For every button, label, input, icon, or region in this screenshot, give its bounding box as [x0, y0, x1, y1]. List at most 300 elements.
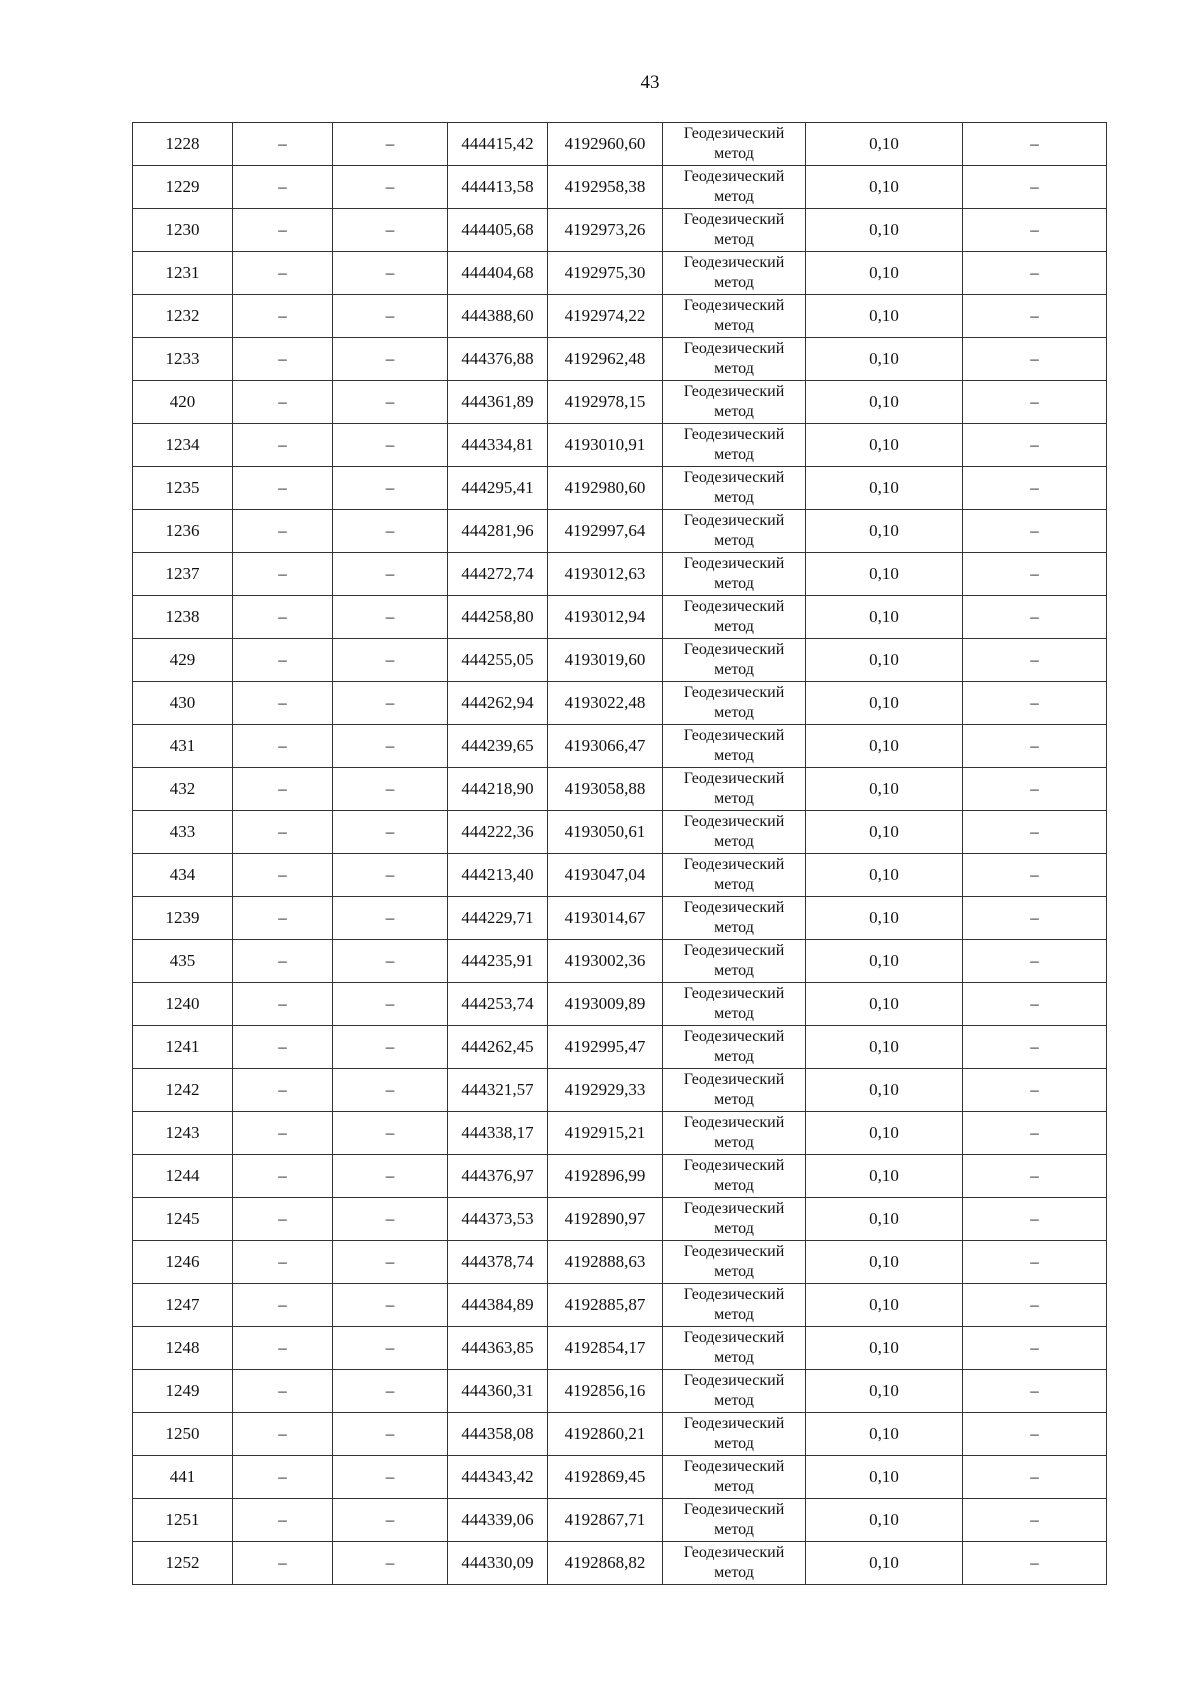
table-row [133, 510, 1107, 553]
y-coordinate-cell: 4193012,63 [548, 553, 663, 596]
accuracy-cell: 0,10 [806, 209, 963, 252]
table-row [133, 725, 1107, 768]
empty-value-cell: – [333, 639, 448, 682]
y-coordinate-cell: 4192885,87 [548, 1284, 663, 1327]
method-cell: Геодезический метод [663, 252, 806, 295]
empty-value-cell: – [333, 1499, 448, 1542]
accuracy-cell: 0,10 [806, 768, 963, 811]
method-cell: Геодезический метод [663, 897, 806, 940]
x-coordinate-cell: 444255,05 [448, 639, 548, 682]
point-number-cell: 1242 [133, 1069, 233, 1112]
point-number-cell: 1248 [133, 1327, 233, 1370]
y-coordinate-cell: 4192888,63 [548, 1241, 663, 1284]
empty-value-cell: – [333, 123, 448, 166]
method-cell: Геодезический метод [663, 295, 806, 338]
empty-value-cell: – [963, 1413, 1107, 1456]
empty-value-cell: – [233, 1069, 333, 1112]
method-cell: Геодезический метод [663, 553, 806, 596]
empty-value-cell: – [963, 811, 1107, 854]
empty-value-cell: – [963, 682, 1107, 725]
x-coordinate-cell: 444413,58 [448, 166, 548, 209]
empty-value-cell: – [233, 467, 333, 510]
table-row [133, 1026, 1107, 1069]
empty-value-cell: – [233, 1026, 333, 1069]
empty-value-cell: – [963, 1112, 1107, 1155]
y-coordinate-cell: 4192896,99 [548, 1155, 663, 1198]
empty-value-cell: – [333, 897, 448, 940]
empty-value-cell: – [963, 1155, 1107, 1198]
point-number-cell: 433 [133, 811, 233, 854]
accuracy-cell: 0,10 [806, 338, 963, 381]
accuracy-cell: 0,10 [806, 1499, 963, 1542]
empty-value-cell: – [963, 1542, 1107, 1585]
method-cell: Геодезический метод [663, 1112, 806, 1155]
empty-value-cell: – [233, 510, 333, 553]
accuracy-cell: 0,10 [806, 1198, 963, 1241]
point-number-cell: 1231 [133, 252, 233, 295]
method-cell: Геодезический метод [663, 682, 806, 725]
empty-value-cell: – [963, 1327, 1107, 1370]
y-coordinate-cell: 4193047,04 [548, 854, 663, 897]
method-cell: Геодезический метод [663, 381, 806, 424]
accuracy-cell: 0,10 [806, 1026, 963, 1069]
empty-value-cell: – [233, 897, 333, 940]
accuracy-cell: 0,10 [806, 854, 963, 897]
x-coordinate-cell: 444378,74 [448, 1241, 548, 1284]
empty-value-cell: – [233, 596, 333, 639]
accuracy-cell: 0,10 [806, 639, 963, 682]
empty-value-cell: – [333, 553, 448, 596]
point-number-cell: 434 [133, 854, 233, 897]
point-number-cell: 1230 [133, 209, 233, 252]
empty-value-cell: – [963, 295, 1107, 338]
empty-value-cell: – [963, 1499, 1107, 1542]
y-coordinate-cell: 4192915,21 [548, 1112, 663, 1155]
method-cell: Геодезический метод [663, 424, 806, 467]
y-coordinate-cell: 4193022,48 [548, 682, 663, 725]
x-coordinate-cell: 444321,57 [448, 1069, 548, 1112]
method-cell: Геодезический метод [663, 1026, 806, 1069]
x-coordinate-cell: 444229,71 [448, 897, 548, 940]
empty-value-cell: – [233, 123, 333, 166]
empty-value-cell: – [963, 338, 1107, 381]
method-cell: Геодезический метод [663, 1069, 806, 1112]
method-cell: Геодезический метод [663, 811, 806, 854]
x-coordinate-cell: 444239,65 [448, 725, 548, 768]
point-number-cell: 1228 [133, 123, 233, 166]
y-coordinate-cell: 4193019,60 [548, 639, 663, 682]
x-coordinate-cell: 444376,88 [448, 338, 548, 381]
x-coordinate-cell: 444330,09 [448, 1542, 548, 1585]
point-number-cell: 1239 [133, 897, 233, 940]
y-coordinate-cell: 4192960,60 [548, 123, 663, 166]
accuracy-cell: 0,10 [806, 596, 963, 639]
empty-value-cell: – [333, 166, 448, 209]
y-coordinate-cell: 4192958,38 [548, 166, 663, 209]
point-number-cell: 435 [133, 940, 233, 983]
empty-value-cell: – [963, 596, 1107, 639]
table-row [133, 682, 1107, 725]
table-row [133, 983, 1107, 1026]
method-cell: Геодезический метод [663, 596, 806, 639]
empty-value-cell: – [333, 596, 448, 639]
accuracy-cell: 0,10 [806, 1155, 963, 1198]
empty-value-cell: – [333, 983, 448, 1026]
y-coordinate-cell: 4192995,47 [548, 1026, 663, 1069]
accuracy-cell: 0,10 [806, 811, 963, 854]
x-coordinate-cell: 444343,42 [448, 1456, 548, 1499]
y-coordinate-cell: 4192860,21 [548, 1413, 663, 1456]
empty-value-cell: – [333, 424, 448, 467]
empty-value-cell: – [233, 1499, 333, 1542]
empty-value-cell: – [233, 553, 333, 596]
y-coordinate-cell: 4192980,60 [548, 467, 663, 510]
y-coordinate-cell: 4192962,48 [548, 338, 663, 381]
empty-value-cell: – [233, 1284, 333, 1327]
method-cell: Геодезический метод [663, 1542, 806, 1585]
x-coordinate-cell: 444222,36 [448, 811, 548, 854]
empty-value-cell: – [233, 1413, 333, 1456]
table-row [133, 1499, 1107, 1542]
empty-value-cell: – [963, 553, 1107, 596]
empty-value-cell: – [963, 252, 1107, 295]
empty-value-cell: – [333, 381, 448, 424]
method-cell: Геодезический метод [663, 1327, 806, 1370]
accuracy-cell: 0,10 [806, 1069, 963, 1112]
y-coordinate-cell: 4193002,36 [548, 940, 663, 983]
point-number-cell: 1229 [133, 166, 233, 209]
empty-value-cell: – [963, 725, 1107, 768]
table-row [133, 768, 1107, 811]
x-coordinate-cell: 444295,41 [448, 467, 548, 510]
y-coordinate-cell: 4192869,45 [548, 1456, 663, 1499]
empty-value-cell: – [333, 295, 448, 338]
table-row [133, 1112, 1107, 1155]
method-cell: Геодезический метод [663, 983, 806, 1026]
point-number-cell: 429 [133, 639, 233, 682]
y-coordinate-cell: 4193014,67 [548, 897, 663, 940]
method-cell: Геодезический метод [663, 510, 806, 553]
x-coordinate-cell: 444262,45 [448, 1026, 548, 1069]
empty-value-cell: – [233, 1198, 333, 1241]
empty-value-cell: – [333, 1284, 448, 1327]
empty-value-cell: – [333, 209, 448, 252]
accuracy-cell: 0,10 [806, 252, 963, 295]
table-row [133, 1542, 1107, 1585]
y-coordinate-cell: 4192868,82 [548, 1542, 663, 1585]
empty-value-cell: – [963, 1198, 1107, 1241]
table-row [133, 381, 1107, 424]
accuracy-cell: 0,10 [806, 1241, 963, 1284]
empty-value-cell: – [333, 467, 448, 510]
accuracy-cell: 0,10 [806, 295, 963, 338]
y-coordinate-cell: 4192890,97 [548, 1198, 663, 1241]
table-row [133, 553, 1107, 596]
method-cell: Геодезический метод [663, 166, 806, 209]
empty-value-cell: – [963, 1370, 1107, 1413]
point-number-cell: 1244 [133, 1155, 233, 1198]
method-cell: Геодезический метод [663, 1456, 806, 1499]
method-cell: Геодезический метод [663, 467, 806, 510]
table-row [133, 424, 1107, 467]
empty-value-cell: – [963, 1456, 1107, 1499]
accuracy-cell: 0,10 [806, 1370, 963, 1413]
empty-value-cell: – [233, 983, 333, 1026]
empty-value-cell: – [333, 1069, 448, 1112]
method-cell: Геодезический метод [663, 209, 806, 252]
empty-value-cell: – [333, 854, 448, 897]
page-number: 43 [640, 72, 660, 93]
empty-value-cell: – [333, 1370, 448, 1413]
table-row [133, 1327, 1107, 1370]
accuracy-cell: 0,10 [806, 1542, 963, 1585]
y-coordinate-cell: 4193010,91 [548, 424, 663, 467]
method-cell: Геодезический метод [663, 639, 806, 682]
point-number-cell: 1235 [133, 467, 233, 510]
method-cell: Геодезический метод [663, 1198, 806, 1241]
y-coordinate-cell: 4192997,64 [548, 510, 663, 553]
table-row [133, 1198, 1107, 1241]
y-coordinate-cell: 4192974,22 [548, 295, 663, 338]
method-cell: Геодезический метод [663, 338, 806, 381]
x-coordinate-cell: 444334,81 [448, 424, 548, 467]
method-cell: Геодезический метод [663, 1413, 806, 1456]
empty-value-cell: – [233, 338, 333, 381]
x-coordinate-cell: 444281,96 [448, 510, 548, 553]
x-coordinate-cell: 444338,17 [448, 1112, 548, 1155]
accuracy-cell: 0,10 [806, 725, 963, 768]
table-row [133, 166, 1107, 209]
empty-value-cell: – [233, 252, 333, 295]
table-row [133, 1456, 1107, 1499]
x-coordinate-cell: 444258,80 [448, 596, 548, 639]
table-row [133, 596, 1107, 639]
accuracy-cell: 0,10 [806, 467, 963, 510]
y-coordinate-cell: 4192856,16 [548, 1370, 663, 1413]
empty-value-cell: – [963, 1026, 1107, 1069]
point-number-cell: 1236 [133, 510, 233, 553]
method-cell: Геодезический метод [663, 1241, 806, 1284]
empty-value-cell: – [233, 682, 333, 725]
empty-value-cell: – [233, 1327, 333, 1370]
x-coordinate-cell: 444363,85 [448, 1327, 548, 1370]
accuracy-cell: 0,10 [806, 1112, 963, 1155]
y-coordinate-cell: 4193050,61 [548, 811, 663, 854]
empty-value-cell: – [333, 725, 448, 768]
point-number-cell: 1238 [133, 596, 233, 639]
empty-value-cell: – [233, 854, 333, 897]
empty-value-cell: – [333, 768, 448, 811]
x-coordinate-cell: 444358,08 [448, 1413, 548, 1456]
x-coordinate-cell: 444218,90 [448, 768, 548, 811]
x-coordinate-cell: 444272,74 [448, 553, 548, 596]
accuracy-cell: 0,10 [806, 1413, 963, 1456]
empty-value-cell: – [333, 252, 448, 295]
coordinates-table [132, 122, 1107, 1585]
empty-value-cell: – [963, 1069, 1107, 1112]
table-row [133, 854, 1107, 897]
method-cell: Геодезический метод [663, 123, 806, 166]
empty-value-cell: – [233, 940, 333, 983]
point-number-cell: 1247 [133, 1284, 233, 1327]
x-coordinate-cell: 444360,31 [448, 1370, 548, 1413]
y-coordinate-cell: 4193058,88 [548, 768, 663, 811]
empty-value-cell: – [963, 166, 1107, 209]
empty-value-cell: – [963, 768, 1107, 811]
y-coordinate-cell: 4193012,94 [548, 596, 663, 639]
method-cell: Геодезический метод [663, 854, 806, 897]
y-coordinate-cell: 4192975,30 [548, 252, 663, 295]
table-row [133, 1241, 1107, 1284]
table-row [133, 295, 1107, 338]
accuracy-cell: 0,10 [806, 424, 963, 467]
point-number-cell: 1234 [133, 424, 233, 467]
y-coordinate-cell: 4192867,71 [548, 1499, 663, 1542]
empty-value-cell: – [963, 123, 1107, 166]
table-row [133, 639, 1107, 682]
method-cell: Геодезический метод [663, 1284, 806, 1327]
empty-value-cell: – [333, 1327, 448, 1370]
empty-value-cell: – [233, 1370, 333, 1413]
method-cell: Геодезический метод [663, 1370, 806, 1413]
empty-value-cell: – [333, 338, 448, 381]
method-cell: Геодезический метод [663, 940, 806, 983]
method-cell: Геодезический метод [663, 768, 806, 811]
x-coordinate-cell: 444404,68 [448, 252, 548, 295]
point-number-cell: 1240 [133, 983, 233, 1026]
point-number-cell: 420 [133, 381, 233, 424]
y-coordinate-cell: 4193066,47 [548, 725, 663, 768]
empty-value-cell: – [963, 510, 1107, 553]
empty-value-cell: – [963, 983, 1107, 1026]
x-coordinate-cell: 444388,60 [448, 295, 548, 338]
table-row [133, 1284, 1107, 1327]
x-coordinate-cell: 444373,53 [448, 1198, 548, 1241]
empty-value-cell: – [233, 381, 333, 424]
accuracy-cell: 0,10 [806, 381, 963, 424]
x-coordinate-cell: 444376,97 [448, 1155, 548, 1198]
accuracy-cell: 0,10 [806, 1284, 963, 1327]
empty-value-cell: – [963, 940, 1107, 983]
y-coordinate-cell: 4193009,89 [548, 983, 663, 1026]
accuracy-cell: 0,10 [806, 553, 963, 596]
empty-value-cell: – [233, 1241, 333, 1284]
empty-value-cell: – [963, 467, 1107, 510]
empty-value-cell: – [333, 1155, 448, 1198]
point-number-cell: 1232 [133, 295, 233, 338]
point-number-cell: 1233 [133, 338, 233, 381]
point-number-cell: 1249 [133, 1370, 233, 1413]
empty-value-cell: – [333, 1198, 448, 1241]
x-coordinate-cell: 444253,74 [448, 983, 548, 1026]
x-coordinate-cell: 444415,42 [448, 123, 548, 166]
accuracy-cell: 0,10 [806, 897, 963, 940]
accuracy-cell: 0,10 [806, 1456, 963, 1499]
empty-value-cell: – [233, 295, 333, 338]
empty-value-cell: – [963, 897, 1107, 940]
empty-value-cell: – [333, 1026, 448, 1069]
table-row [133, 338, 1107, 381]
accuracy-cell: 0,10 [806, 123, 963, 166]
x-coordinate-cell: 444384,89 [448, 1284, 548, 1327]
table-row [133, 1069, 1107, 1112]
table-row [133, 252, 1107, 295]
table-row [133, 209, 1107, 252]
empty-value-cell: – [963, 1241, 1107, 1284]
point-number-cell: 1241 [133, 1026, 233, 1069]
method-cell: Геодезический метод [663, 725, 806, 768]
table-row [133, 1155, 1107, 1198]
empty-value-cell: – [963, 1284, 1107, 1327]
point-number-cell: 1250 [133, 1413, 233, 1456]
x-coordinate-cell: 444405,68 [448, 209, 548, 252]
empty-value-cell: – [963, 639, 1107, 682]
x-coordinate-cell: 444361,89 [448, 381, 548, 424]
method-cell: Геодезический метод [663, 1155, 806, 1198]
empty-value-cell: – [963, 854, 1107, 897]
empty-value-cell: – [333, 940, 448, 983]
x-coordinate-cell: 444262,94 [448, 682, 548, 725]
empty-value-cell: – [233, 639, 333, 682]
point-number-cell: 441 [133, 1456, 233, 1499]
table-row [133, 467, 1107, 510]
x-coordinate-cell: 444213,40 [448, 854, 548, 897]
accuracy-cell: 0,10 [806, 983, 963, 1026]
table-body [133, 123, 1107, 1585]
y-coordinate-cell: 4192929,33 [548, 1069, 663, 1112]
empty-value-cell: – [333, 1112, 448, 1155]
y-coordinate-cell: 4192978,15 [548, 381, 663, 424]
table-row [133, 940, 1107, 983]
point-number-cell: 1246 [133, 1241, 233, 1284]
point-number-cell: 1237 [133, 553, 233, 596]
table-row [133, 1413, 1107, 1456]
empty-value-cell: – [333, 682, 448, 725]
empty-value-cell: – [233, 725, 333, 768]
point-number-cell: 430 [133, 682, 233, 725]
empty-value-cell: – [233, 424, 333, 467]
empty-value-cell: – [233, 811, 333, 854]
empty-value-cell: – [233, 209, 333, 252]
empty-value-cell: – [963, 209, 1107, 252]
accuracy-cell: 0,10 [806, 940, 963, 983]
empty-value-cell: – [233, 768, 333, 811]
y-coordinate-cell: 4192854,17 [548, 1327, 663, 1370]
empty-value-cell: – [233, 1155, 333, 1198]
empty-value-cell: – [333, 1241, 448, 1284]
empty-value-cell: – [233, 1112, 333, 1155]
accuracy-cell: 0,10 [806, 510, 963, 553]
point-number-cell: 1243 [133, 1112, 233, 1155]
x-coordinate-cell: 444339,06 [448, 1499, 548, 1542]
accuracy-cell: 0,10 [806, 166, 963, 209]
empty-value-cell: – [233, 1542, 333, 1585]
table-row [133, 1370, 1107, 1413]
empty-value-cell: – [333, 1456, 448, 1499]
x-coordinate-cell: 444235,91 [448, 940, 548, 983]
accuracy-cell: 0,10 [806, 1327, 963, 1370]
empty-value-cell: – [333, 1413, 448, 1456]
y-coordinate-cell: 4192973,26 [548, 209, 663, 252]
point-number-cell: 431 [133, 725, 233, 768]
method-cell: Геодезический метод [663, 1499, 806, 1542]
point-number-cell: 432 [133, 768, 233, 811]
empty-value-cell: – [333, 811, 448, 854]
table-row [133, 897, 1107, 940]
table-row [133, 811, 1107, 854]
empty-value-cell: – [333, 510, 448, 553]
accuracy-cell: 0,10 [806, 682, 963, 725]
